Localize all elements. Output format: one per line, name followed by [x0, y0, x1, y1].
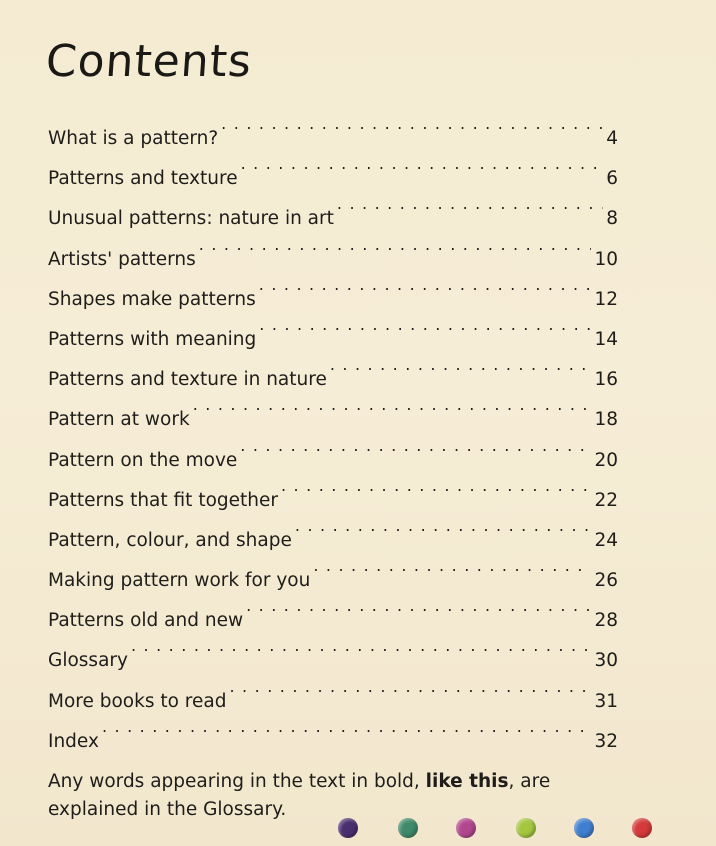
decorative-dot — [398, 818, 418, 838]
toc-entry-title: Pattern, colour, and shape — [48, 529, 292, 551]
decorative-dot — [456, 818, 476, 838]
toc-entry-title: Glossary — [48, 650, 128, 672]
toc-entry-page-number: 6 — [606, 168, 618, 190]
toc-entry-page-number: 30 — [594, 650, 618, 672]
toc-entry-title: Patterns and texture — [48, 168, 238, 190]
toc-entry-page-number: 26 — [594, 570, 618, 592]
glossary-note-bold-example: like this — [425, 771, 509, 792]
toc-entry — [48, 667, 618, 712]
toc-dot-leader — [131, 626, 591, 666]
toc-entry-title: Index — [48, 730, 99, 752]
decorative-dot — [574, 818, 594, 838]
toc-entry-page-number: 14 — [594, 328, 618, 350]
toc-dot-leader — [241, 144, 604, 184]
toc-entry-title: Patterns that fit together — [48, 489, 278, 511]
toc-entry-page-number: 18 — [594, 409, 618, 431]
toc-dot-leader — [102, 707, 592, 747]
toc-entry-title: Patterns old and new — [48, 610, 244, 632]
toc-entry — [48, 104, 618, 149]
toc-entry-page-number: 32 — [594, 730, 618, 752]
page-title: Contents — [44, 36, 254, 87]
toc-entry — [48, 626, 618, 672]
toc-entry-title: Shapes make patterns — [48, 288, 256, 310]
decorative-dot — [338, 818, 358, 838]
toc-entry-page-number: 28 — [594, 610, 618, 632]
decorative-dot — [632, 818, 652, 838]
toc-dot-leader — [337, 184, 603, 224]
toc-entry-title: What is a pattern? — [48, 128, 219, 149]
toc-entry-title: Pattern at work — [48, 409, 190, 431]
toc-dot-leader — [240, 426, 591, 466]
toc-entry-title: Pattern on the move — [48, 449, 238, 471]
toc-dot-leader — [313, 546, 591, 586]
toc-entry-page-number: 12 — [594, 288, 618, 310]
toc-entry-page-number: 22 — [594, 489, 618, 511]
toc-entry-page-number: 16 — [594, 369, 618, 391]
toc-dot-leader — [199, 225, 592, 265]
decorative-dots — [338, 818, 656, 840]
toc-entry-page-number: 10 — [594, 248, 618, 270]
toc-entry — [48, 707, 618, 752]
glossary-note-text-before: Any words appearing in the text in bold, — [48, 771, 426, 792]
toc-dot-leader — [330, 345, 592, 385]
toc-dot-leader — [259, 305, 591, 345]
table-of-contents — [48, 104, 618, 752]
toc-entry-page-number: 8 — [606, 208, 618, 230]
toc-dot-leader — [281, 466, 591, 506]
glossary-note-text-after: , are explained in the Glossary. — [48, 771, 551, 820]
toc-dot-leader — [246, 586, 591, 626]
toc-entry-title: Artists' patterns — [48, 248, 196, 270]
decorative-dot — [516, 818, 536, 838]
toc-dot-leader — [295, 506, 592, 546]
glossary-note — [48, 768, 608, 824]
toc-entry-page-number: 20 — [594, 449, 618, 471]
toc-entry-title: Making pattern work for you — [48, 570, 311, 592]
toc-dot-leader — [193, 385, 592, 425]
toc-entry-title: Patterns with meaning — [48, 328, 257, 350]
toc-entry-title: Patterns and texture in nature — [48, 369, 327, 391]
toc-dot-leader — [229, 667, 591, 707]
toc-entry-page-number: 31 — [594, 690, 618, 712]
toc-entry-title: Unusual patterns: nature in art — [48, 208, 334, 230]
toc-entry-page-number: 24 — [594, 529, 618, 551]
toc-dot-leader — [259, 265, 592, 305]
toc-entry-title: More books to read — [48, 690, 227, 712]
toc-dot-leader — [221, 104, 603, 144]
toc-entry-page-number: 4 — [606, 128, 618, 149]
